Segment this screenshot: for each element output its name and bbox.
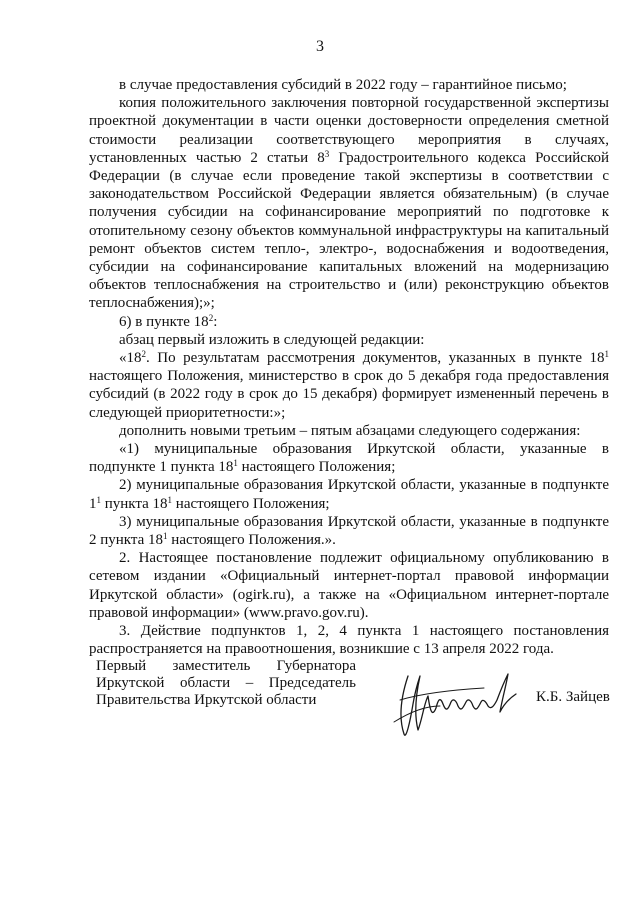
paragraph-expertise-copy: копия положительного заключения повторной государственной экспертизы проектной документации в части оценки достоверности определения сметной стоимости реализации соответствующего мероприятия в случаях, установленных частью 2 статьи $8^3$ Градостроительного кодекса Российской Федерации (в случае если проведение такой экспертизы в соответствии с законодательством Российской Федерации является обязательным) (в случае получения субсидии на софинансирование мероприятий по подготовке к отопительному сезону объектов коммунальной инфраструктуры на капитальный ремонт объектов систем тепло-, электро-, водоснабжения и водоотведения, субсидии на софинансирование капитальных вложений на модернизацию объектов теплоснабжения на строительство и (или) реконструкцию объектов теплоснабжения);»; [89,95,609,312]
paragraph-item-6: 6) в пункте $18^2$: [119,312,218,330]
paragraph-18-2: «$18^2$. По результатам рассмотрения документов, указанных в пункте $18^1$ настоящего Положения, министерство в срок до 5 декабря года предоставления субсидий (в 2022 году в срок до 15 декабря) формирует измененный перечень в следующей приоритетности:»; [89,349,609,421]
paragraph-effective-date: 3. Действие подпунктов 1, 2, 4 пункта 1 настоящего постановления распространяется на правоотношения, возникшие с 13 апреля 2022 года. [89,623,609,658]
signatory-title-line-2: Иркутской области – Председатель [96,675,356,691]
signatory-title-line-1: Первый заместитель Губернатора [96,658,356,674]
paragraph-add-new-abzacs: дополнить новыми третьим – пятым абзацами следующего содержания: [119,422,581,439]
paragraph-publication: 2. Настоящее постановление подлежит официальному опубликованию в сетевом издании «Официальный интернет-портал правовой информации Иркутской области» (ogirk.ru), а также на «Официальном интернет-портале правовой информации» (www.pravo.gov.ru). [89,550,609,621]
signatory-title-line-3: Правительства Иркутской области [96,692,317,708]
document-body [89,76,609,659]
paragraph-list-item-3: 3) муниципальные образования Иркутской области, указанные в подпункте 2 пункта $18^1$ настоящего Положения.». [89,513,609,549]
signatory-title [96,658,356,709]
handwritten-signature [380,660,540,750]
page-number: 3 [316,38,324,55]
paragraph-guarantee-letter: в случае предоставления субсидий в 2022 году – гарантийное письмо; [119,77,567,93]
paragraph-list-item-1: «1) муниципальные образования Иркутской области, указанные в подпункте 1 пункта $18^1$ настоящего Положения; [89,441,609,476]
paragraph-list-item-2: 2) муниципальные образования Иркутской области, указанные в подпункте $1^1$ пункта $18^1$ настоящего Положения; [89,477,609,512]
paragraph-first-abzac: абзац первый изложить в следующей редакции: [119,331,425,348]
signatory-name: К.Б. Зайцев [536,689,610,705]
